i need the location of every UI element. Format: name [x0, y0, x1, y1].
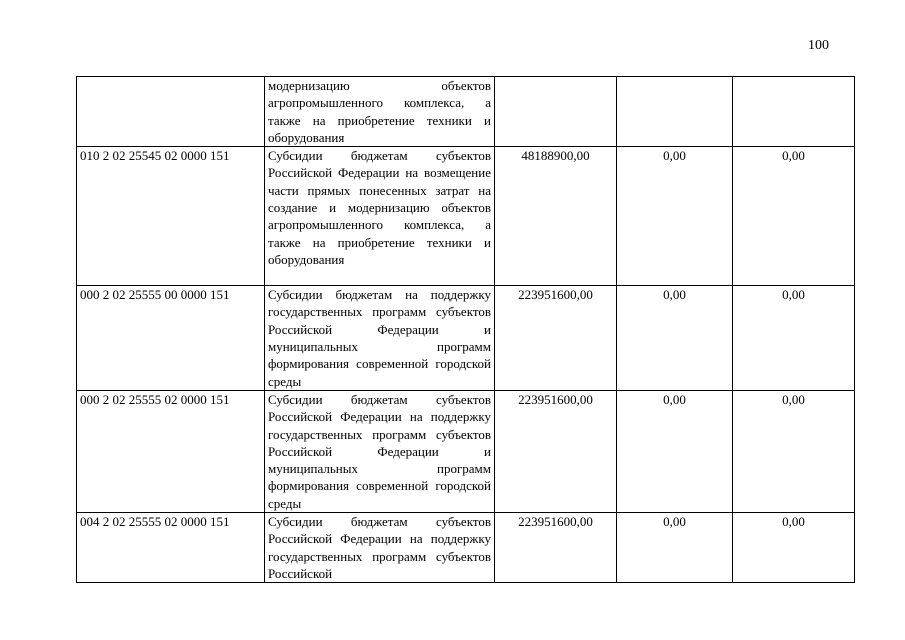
amount-year3-cell: 0,00	[733, 390, 855, 512]
amount-year1-cell	[495, 77, 617, 147]
amount-year2-cell: 0,00	[617, 147, 733, 286]
table-row	[77, 390, 855, 512]
budget-code-cell: 010 2 02 25545 02 0000 151	[77, 147, 265, 286]
amount-year3-cell	[733, 77, 855, 147]
budget-code-cell: 000 2 02 25555 02 0000 151	[77, 390, 265, 512]
description-cell: Субсидии бюджетам субъектов Российской Федерации на поддержку государственных программ субъектов Российской	[265, 513, 495, 583]
amount-year1-cell: 223951600,00	[495, 513, 617, 583]
amount-year2-cell: 0,00	[617, 286, 733, 391]
amount-year2-cell: 0,00	[617, 513, 733, 583]
budget-code-cell: 000 2 02 25555 00 0000 151	[77, 286, 265, 391]
amount-year1-cell: 223951600,00	[495, 286, 617, 391]
description-cell: Субсидии бюджетам субъектов Российской Федерации на возмещение части прямых понесенных затрат на создание и модернизацию объектов агропромышленного комплекса, а также на приобретение техники и оборудования	[265, 147, 495, 286]
amount-year3-cell: 0,00	[733, 513, 855, 583]
table-row	[77, 513, 855, 583]
table-row	[77, 147, 855, 286]
page-number: 100	[808, 38, 829, 53]
amount-year1-cell: 223951600,00	[495, 390, 617, 512]
amount-year2-cell	[617, 77, 733, 147]
amount-year3-cell: 0,00	[733, 286, 855, 391]
budget-code-cell: 004 2 02 25555 02 0000 151	[77, 513, 265, 583]
amount-year3-cell: 0,00	[733, 147, 855, 286]
amount-year2-cell: 0,00	[617, 390, 733, 512]
amount-year1-cell: 48188900,00	[495, 147, 617, 286]
table-row	[77, 77, 855, 147]
description-cell: Субсидии бюджетам на поддержку государственных программ субъектов Российской Федерации и муниципальных программ формирования современной городской среды	[265, 286, 495, 391]
budget-table	[76, 76, 855, 583]
description-cell: модернизацию объектов агропромышленного комплекса, а также на приобретение техники и оборудования	[265, 77, 495, 147]
budget-code-cell	[77, 77, 265, 147]
description-cell: Субсидии бюджетам субъектов Российской Федерации на поддержку государственных программ субъектов Российской Федерации и муниципальных программ формирования современной городской среды	[265, 390, 495, 512]
table-row	[77, 286, 855, 391]
